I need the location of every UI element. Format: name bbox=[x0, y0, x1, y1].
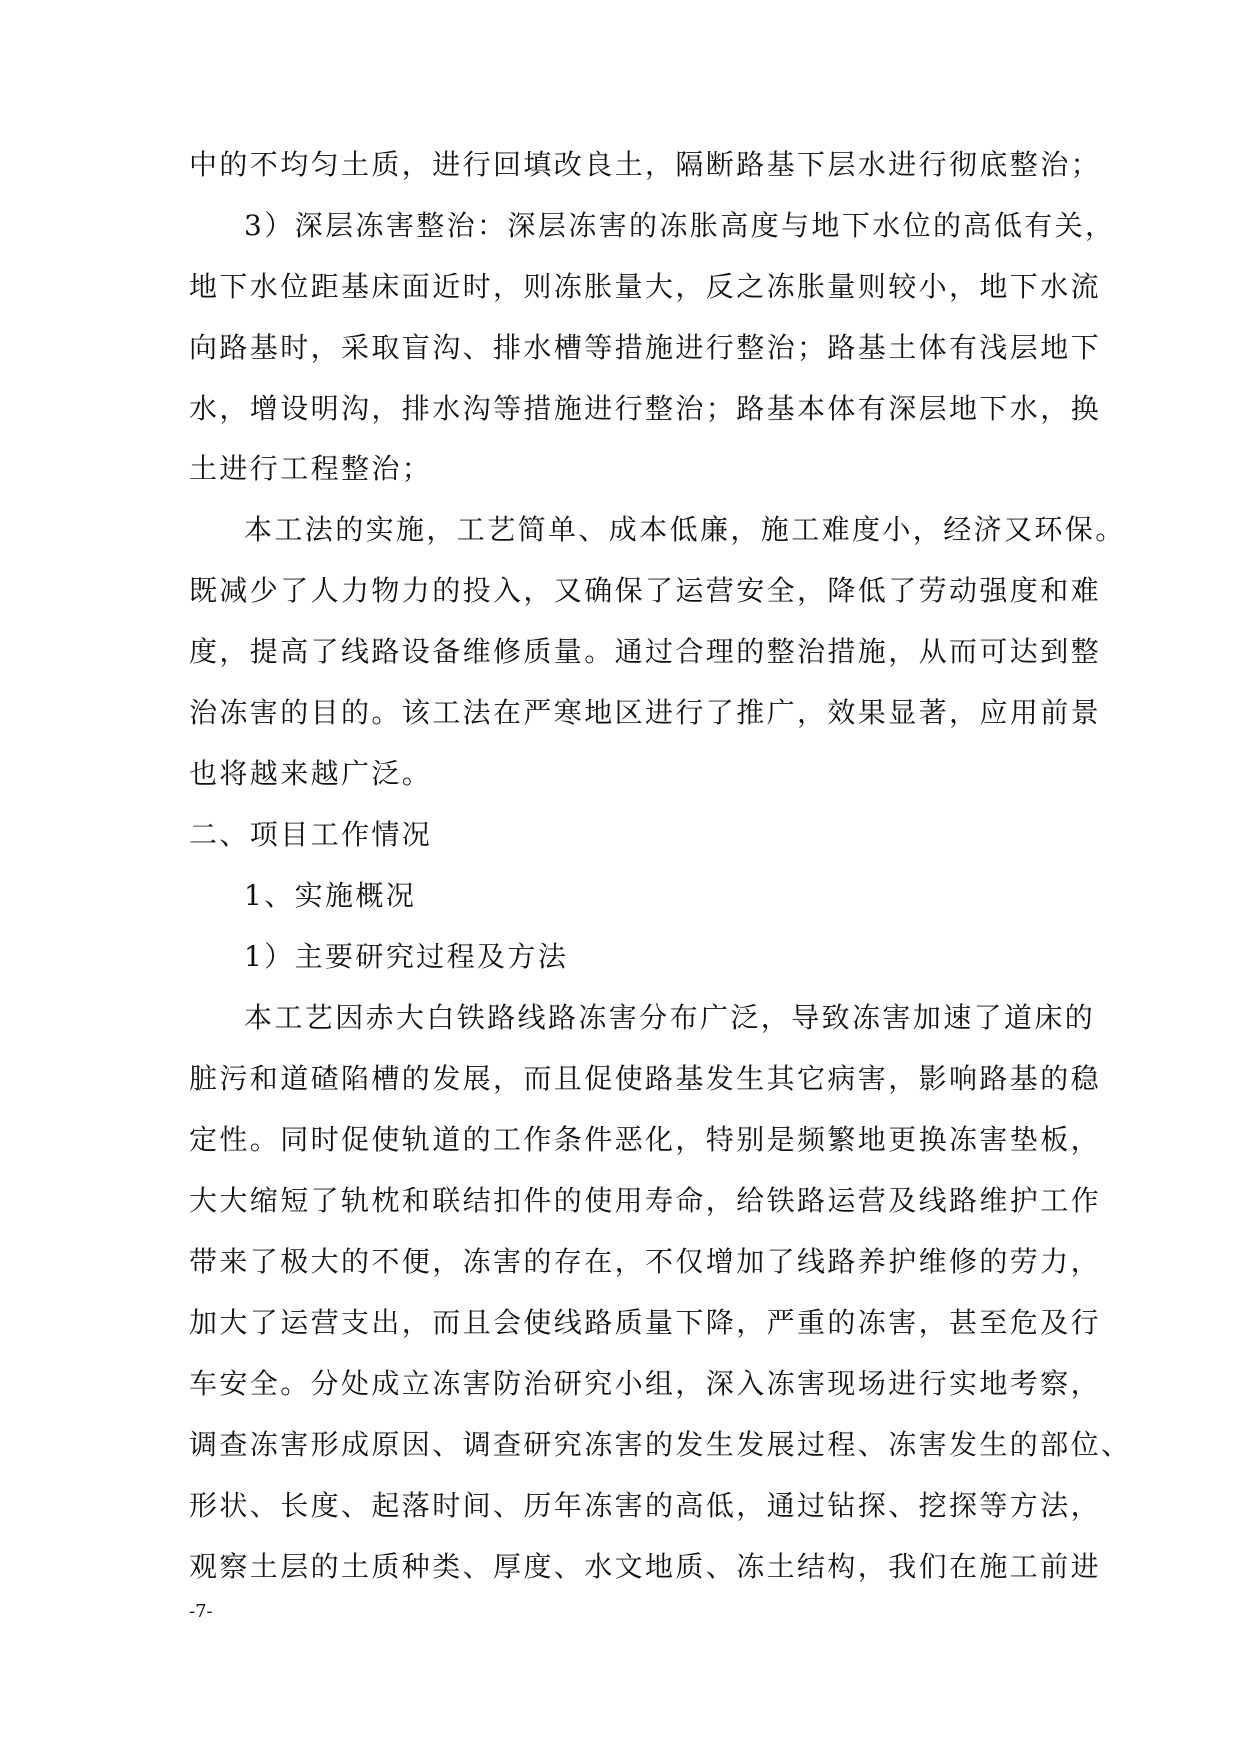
subsection-heading: 1）主要研究过程及方法 bbox=[244, 940, 569, 973]
paragraph-line: 水，增设明沟，排水沟等措施进行整治；路基本体有深层地下水，换 bbox=[189, 392, 1102, 425]
paragraph-line: 中的不均匀土质，进行回填改良土，隔断路基下层水进行彻底整治； bbox=[189, 148, 1102, 181]
paragraph-line: 加大了运营支出，而且会使线路质量下降，严重的冻害，甚至危及行 bbox=[189, 1306, 1102, 1339]
paragraph-line: 定性。同时促使轨道的工作条件恶化，特别是频繁地更换冻害垫板， bbox=[189, 1123, 1102, 1156]
paragraph-line: 也将越来越广泛。 bbox=[189, 757, 433, 790]
paragraph-line: 形状、长度、起落时间、历年冻害的高低，通过钻探、挖探等方法， bbox=[189, 1489, 1102, 1522]
subsection-heading: 1、实施概况 bbox=[244, 879, 417, 912]
paragraph-line: 本工法的实施，工艺简单、成本低廉，施工难度小，经济又环保。 bbox=[244, 513, 1126, 546]
page-number: -7- bbox=[189, 1601, 213, 1622]
paragraph-line: 土进行工程整治； bbox=[189, 452, 433, 485]
paragraph-line: 治冻害的目的。该工法在严寒地区进行了推广，效果显著，应用前景 bbox=[189, 696, 1102, 729]
paragraph-line: 度，提高了线路设备维修质量。通过合理的整治措施，从而可达到整 bbox=[189, 635, 1102, 668]
paragraph-line: 车安全。分处成立冻害防治研究小组，深入冻害现场进行实地考察， bbox=[189, 1367, 1102, 1400]
paragraph-line: 带来了极大的不便，冻害的存在，不仅增加了线路养护维修的劳力， bbox=[189, 1245, 1102, 1278]
paragraph-line: 既减少了人力物力的投入，又确保了运营安全，降低了劳动强度和难 bbox=[189, 574, 1102, 607]
paragraph-line: 脏污和道碴陷槽的发展，而且促使路基发生其它病害，影响路基的稳 bbox=[189, 1062, 1102, 1095]
paragraph-line: 大大缩短了轨枕和联结扣件的使用寿命，给铁路运营及线路维护工作 bbox=[189, 1184, 1102, 1217]
paragraph-line: 观察土层的土质种类、厚度、水文地质、冻土结构，我们在施工前进 bbox=[189, 1550, 1102, 1583]
paragraph-line: 向路基时，采取盲沟、排水槽等措施进行整治；路基土体有浅层地下 bbox=[189, 331, 1102, 364]
paragraph-line: 调查冻害形成原因、调查研究冻害的发生发展过程、冻害发生的部位、 bbox=[189, 1428, 1132, 1461]
paragraph-line: 地下水位距基床面近时，则冻胀量大，反之冻胀量则较小，地下水流 bbox=[189, 270, 1102, 303]
section-heading: 二、项目工作情况 bbox=[189, 818, 433, 851]
paragraph-line: 本工艺因赤大白铁路线路冻害分布广泛，导致冻害加速了道床的 bbox=[244, 1001, 1096, 1034]
paragraph-line: 3）深层冻害整治：深层冻害的冻胀高度与地下水位的高低有关， bbox=[244, 209, 1116, 242]
